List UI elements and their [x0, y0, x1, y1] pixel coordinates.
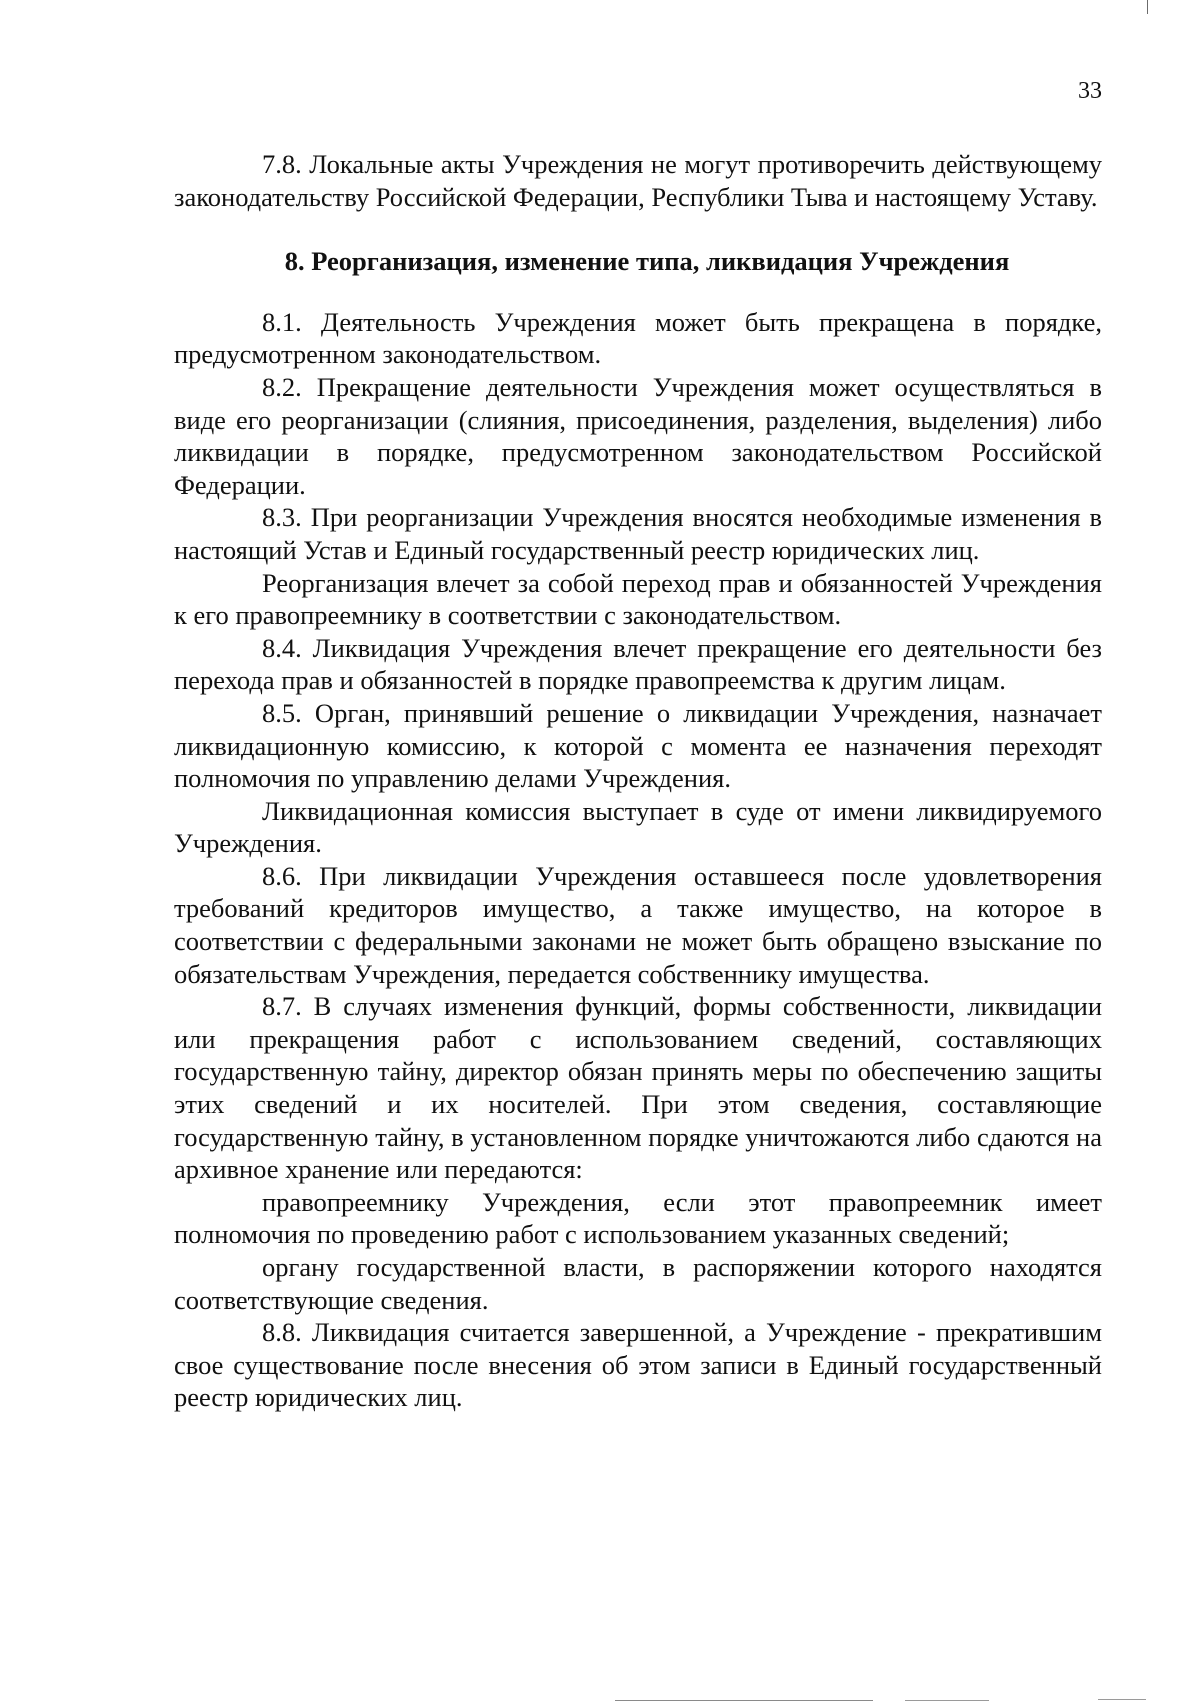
page-number: 33 [1078, 78, 1102, 104]
scan-artifact-line [905, 1700, 989, 1701]
paragraph-8-7: 8.7. В случаях изменения функций, формы собственности, ликвидации или прекращения работ с использованием сведений, составляющих государственную тайну, директор обязан принять меры по обеспечению защиты этих сведений и их носителей. При этом сведения, составляющие государственную тайну, в установленном порядке уничтожаются либо сдаются на архивное хранение или передаются: [174, 991, 1102, 1185]
paragraph-8-6: 8.6. При ликвидации Учреждения оставшееся после удовлетворения требований кредиторов имущество, а также имущество, на которое в соответствии с федеральными законами не может быть обращено взыскание по обязательствам Учреждения, передается собственнику имущества. [174, 860, 1102, 989]
scan-artifact-line [1098, 1699, 1146, 1700]
paragraph-7-8: 7.8. Локальные акты Учреждения не могут противоречить действующему законодательству Российской Федерации, Республики Тыва и настоящему Уставу. [174, 149, 1102, 212]
document-body [174, 148, 1102, 1414]
paragraph-8-2: 8.2. Прекращение деятельности Учреждения может осуществляться в виде его реорганизации (слияния, присоединения, разделения, выделения) либо ликвидации в порядке, предусмотренном законодательством Российской Федерации. [174, 371, 1102, 500]
paragraph-8-8: 8.8. Ликвидация считается завершенной, а Учреждение - прекратившим свое существование после внесения об этом записи в Единый государственный реестр юридических лиц. [174, 1317, 1102, 1413]
scan-edge-mark [1147, 0, 1148, 14]
paragraph-8-5: 8.5. Орган, принявший решение о ликвидации Учреждения, назначает ликвидационную комиссию, к которой с момента ее назначения переходят полномочия по управлению делами Учреждения. [174, 697, 1102, 794]
paragraph-8-3-reorganization: Реорганизация влечет за собой переход прав и обязанностей Учреждения к его правопреемнику в соответствии с законодательством. [174, 567, 1102, 631]
paragraph-8-4: 8.4. Ликвидация Учреждения влечет прекращение его деятельности без перехода прав и обязанностей в порядке правопреемства к другим лицам. [174, 632, 1102, 696]
section-heading: 8. Реорганизация, изменение типа, ликвидация Учреждения [284, 246, 1010, 277]
paragraph-8-3: 8.3. При реорганизации Учреждения вносятся необходимые изменения в настоящий Устав и Единый государственный реестр юридических лиц. [174, 502, 1102, 565]
paragraph-8-7-successor: правопреемнику Учреждения, если этот правопреемник имеет полномочия по проведению работ с использованием указанных сведений; [174, 1186, 1102, 1250]
paragraph-8-5-commission: Ликвидационная комиссия выступает в суде от имени ликвидируемого Учреждения. [174, 795, 1102, 859]
scan-artifact-line [615, 1700, 873, 1701]
paragraph-8-1: 8.1. Деятельность Учреждения может быть прекращена в порядке, предусмотренном законодательством. [174, 306, 1102, 370]
paragraph-8-7-authority: органу государственной власти, в распоряжении которого находятся соответствующие сведения. [174, 1252, 1102, 1315]
